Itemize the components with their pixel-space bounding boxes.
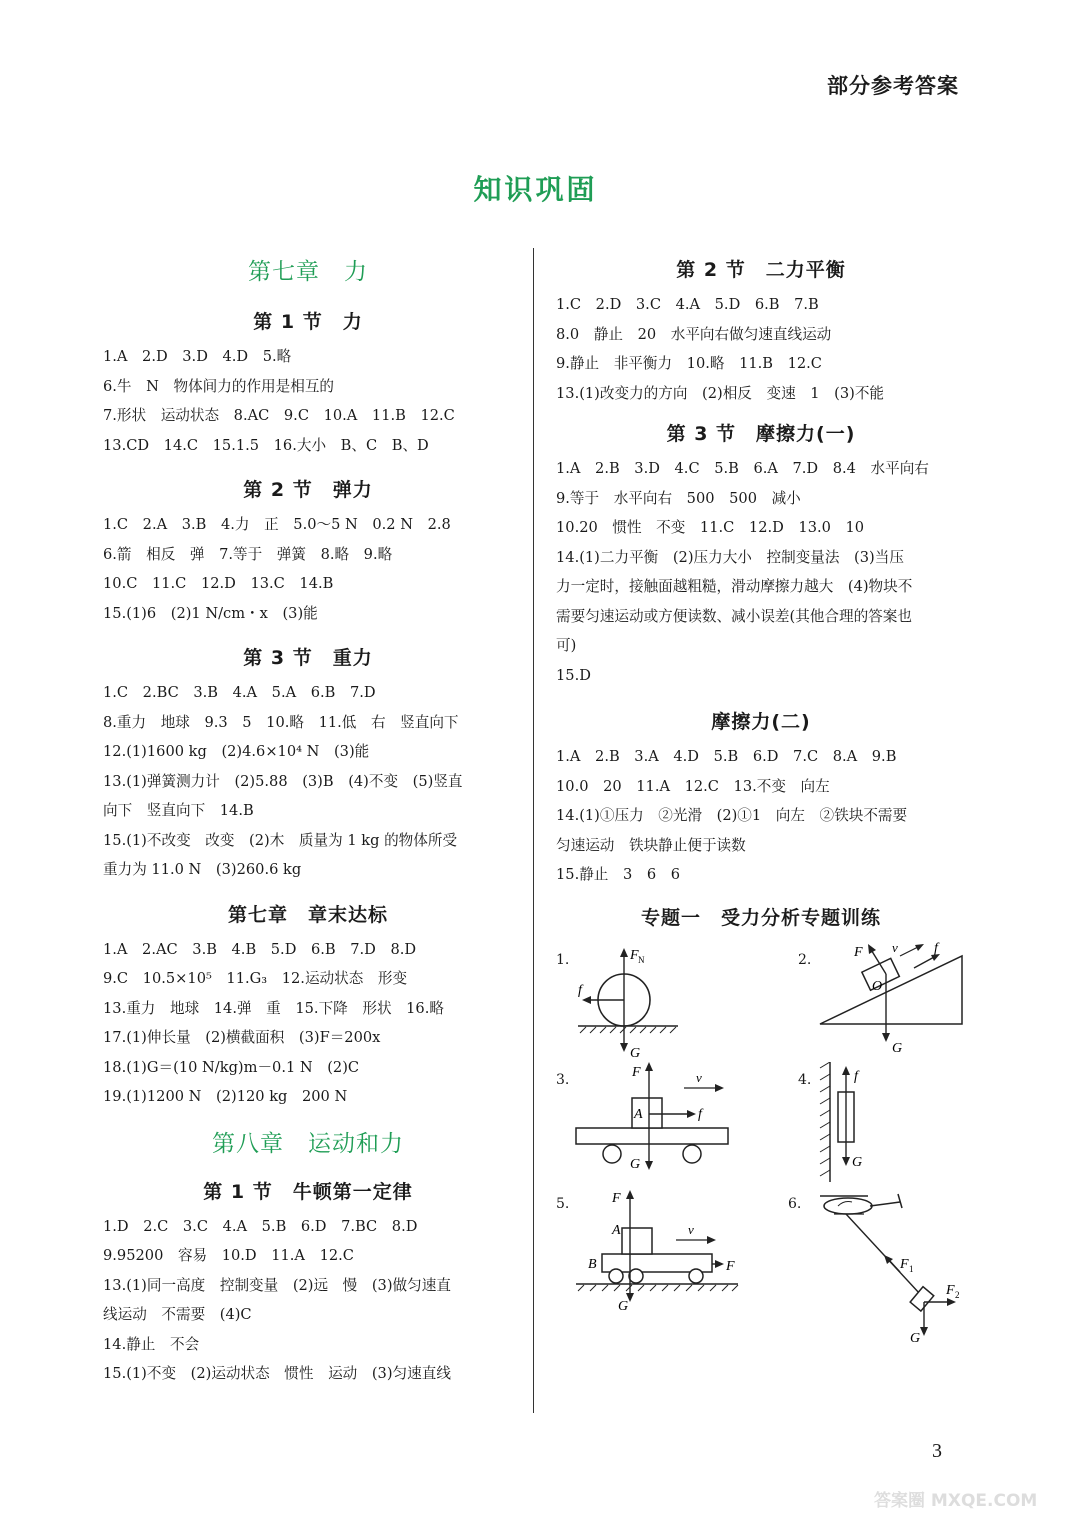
- column-divider: [533, 248, 534, 1413]
- answer-line: 需要匀速运动或方便读数、减小误差(其他合理的答案也: [556, 607, 912, 625]
- answer-line: 15.(1)不变 (2)运动状态 惯性 运动 (3)匀速直线: [103, 1365, 451, 1382]
- svg-text:G: G: [910, 1330, 921, 1346]
- answer-line: 9.静止 非平衡力 10.略 11.B 12.C: [556, 355, 822, 372]
- svg-text:G: G: [892, 1040, 903, 1056]
- answer-line: 匀速运动 铁块静止便于读数: [556, 836, 746, 854]
- answer-line: 19.(1)1200 N (2)120 kg 200 N: [103, 1088, 348, 1105]
- figure-number: 1.: [556, 951, 570, 968]
- answer-line: 14.(1)二力平衡 (2)压力大小 控制变量法 (3)当压: [556, 548, 904, 566]
- answer-line: 14.静止 不会: [103, 1335, 200, 1353]
- main-title: 知识巩固: [473, 173, 598, 206]
- diagram-wheel-on-ground: [572, 944, 712, 1064]
- diagram-helicopter-load: [804, 1186, 966, 1346]
- section-title: 第 3 节 重力: [243, 647, 373, 669]
- answer-line: 9.等于 水平向右 500 500 减小: [556, 489, 801, 507]
- answer-line: 9.C 10.5×10⁵ 11.G₃ 12.运动状态 形变: [103, 970, 408, 987]
- svg-text:v: v: [892, 941, 898, 955]
- answer-line: 8.重力 地球 9.3 5 10.略 11.低 右 竖直向下: [103, 713, 459, 731]
- answer-line: 15.静止 3 6 6: [556, 866, 681, 883]
- svg-text:F: F: [900, 1256, 909, 1272]
- diagram-stacked-blocks-cart: [572, 1186, 752, 1316]
- answer-line: 14.(1)①压力 ②光滑 (2)①1 向左 ②铁块不需要: [556, 807, 908, 824]
- figure-number: 6.: [788, 1195, 802, 1212]
- figure-number: 5.: [556, 1195, 570, 1212]
- answer-line: 力一定时，接触面越粗糙，滑动摩擦力越大 (4)物块不: [556, 578, 913, 595]
- answer-line: 13.CD 14.C 15.1.5 16.大小 B、C B、D: [103, 436, 429, 454]
- answer-line: 15.(1)不改变 改变 (2)木 质量为 1 kg 的物体所受: [103, 831, 458, 849]
- figure-number: 2.: [798, 951, 812, 968]
- answer-line: 1.C 2.A 3.B 4.力 正 5.0～5 N 0.2 N 2.8: [103, 516, 451, 533]
- answer-line: 13.(1)改变力的方向 (2)相反 变速 1 (3)不能: [556, 384, 885, 402]
- svg-text:f: f: [934, 941, 938, 956]
- answer-line: 6.牛 N 物体间力的作用是相互的: [103, 377, 335, 395]
- answer-line: 9.95200 容易 10.D 11.A 12.C: [103, 1247, 354, 1264]
- answer-line: 7.形状 运动状态 8.AC 9.C 10.A 11.B 12.C: [103, 407, 455, 424]
- svg-text:A: A: [634, 1106, 643, 1122]
- answer-line: 6.箭 相反 弹 7.等于 弹簧 8.略 9.略: [103, 545, 393, 563]
- svg-text:O: O: [872, 978, 883, 994]
- answer-line: 17.(1)伸长量 (2)横截面积 (3)F＝200x: [103, 1029, 381, 1046]
- svg-text:G: G: [630, 1045, 641, 1061]
- watermark: [868, 1470, 1058, 1530]
- answer-line: 1.C 2.D 3.C 4.A 5.D 6.B 7.B: [556, 296, 819, 313]
- chapter-8-title: 第八章 运动和力: [212, 1130, 404, 1157]
- svg-text:F: F: [946, 1282, 955, 1298]
- svg-text:F: F: [854, 944, 863, 960]
- svg-text:1: 1: [909, 1263, 914, 1274]
- left-column: [103, 250, 513, 1389]
- section-title: 第 1 节 牛顿第一定律: [203, 1180, 413, 1203]
- chapter-7-title: 第七章 力: [248, 259, 368, 285]
- right-column: [556, 250, 966, 1348]
- svg-text:v: v: [696, 1069, 702, 1085]
- figure-number: 3.: [556, 1071, 570, 1088]
- figure-number: 4.: [798, 1071, 812, 1088]
- watermark-logo: [868, 1470, 1058, 1530]
- svg-text:f: f: [578, 982, 582, 998]
- svg-text:B: B: [588, 1256, 597, 1272]
- answer-line: 10.0 20 11.A 12.C 13.不变 向左: [556, 777, 830, 795]
- answer-line: 12.(1)1600 kg (2)4.6×10⁴ N (3)能: [103, 743, 370, 760]
- answer-line: 8.0 静止 20 水平向右做匀速直线运动: [556, 325, 832, 343]
- answer-line: 重力为 11.0 N (3)260.6 kg: [103, 861, 302, 878]
- svg-text:A: A: [612, 1222, 621, 1238]
- answer-line: 13.重力 地球 14.弹 重 15.下降 形状 16.略: [103, 999, 444, 1017]
- svg-text:答案圈 MXQE.COM: 答案圈 MXQE.COM: [874, 1491, 1038, 1511]
- answer-line: 10.C 11.C 12.D 13.C 14.B: [103, 575, 334, 592]
- svg-text:F: F: [612, 1190, 621, 1206]
- answer-line: 可): [556, 637, 577, 654]
- answer-line: 1.C 2.BC 3.B 4.A 5.A 6.B 7.D: [103, 684, 376, 701]
- answer-line: 1.D 2.C 3.C 4.A 5.B 6.D 7.BC 8.D: [103, 1217, 418, 1235]
- diagram-block-on-cart: [572, 1062, 742, 1182]
- page-number: 3: [932, 1440, 942, 1462]
- svg-text:F: F: [630, 947, 639, 963]
- force-diagrams: [556, 938, 966, 1348]
- svg-text:N: N: [638, 954, 645, 965]
- section-title: 第七章 章末达标: [227, 903, 388, 926]
- answer-line: 13.(1)弹簧测力计 (2)5.88 (3)B (4)不变 (5)竖直: [103, 772, 463, 790]
- svg-text:F: F: [632, 1064, 641, 1080]
- answer-line: 10.20 惯性 不变 11.C 12.D 13.0 10: [556, 519, 865, 536]
- answer-line: 1.A 2.B 3.A 4.D 5.B 6.D 7.C 8.A 9.B: [556, 748, 897, 765]
- page-header: 部分参考答案: [827, 74, 959, 98]
- answer-line: 向下 竖直向下 14.B: [103, 802, 254, 819]
- diagram-block-on-incline: [814, 942, 966, 1066]
- diagram-block-on-wall: [814, 1062, 894, 1186]
- section-title: 第 2 节 弹力: [243, 479, 373, 501]
- section-title: 第 3 节 摩擦力(一): [666, 423, 856, 445]
- answer-line: 1.A 2.B 3.D 4.C 5.B 6.A 7.D 8.4 水平向右: [556, 460, 929, 477]
- answer-line: 15.(1)6 (2)1 N/cm・x (3)能: [103, 604, 318, 622]
- answer-line: 1.A 2.D 3.D 4.D 5.略: [103, 348, 292, 365]
- svg-text:F: F: [726, 1258, 735, 1274]
- answer-line: 13.(1)同一高度 控制变量 (2)远 慢 (3)做匀速直: [103, 1276, 451, 1294]
- section-title: 第 1 节 力: [253, 311, 363, 333]
- section-title: 第 2 节 二力平衡: [676, 259, 846, 281]
- svg-text:G: G: [852, 1154, 863, 1170]
- svg-text:G: G: [618, 1298, 629, 1314]
- svg-text:v: v: [688, 1221, 694, 1237]
- section-title: 专题一 受力分析专题训练: [640, 906, 881, 929]
- answer-line: 18.(1)G＝(10 N/kg)m－0.1 N (2)C: [103, 1058, 360, 1076]
- svg-text:2: 2: [955, 1289, 960, 1300]
- svg-text:f: f: [854, 1068, 858, 1084]
- svg-text:G: G: [630, 1156, 641, 1172]
- answer-line: 15.D: [556, 666, 591, 684]
- svg-text:f: f: [698, 1106, 702, 1122]
- answer-line: 线运动 不需要 (4)C: [103, 1306, 252, 1323]
- answer-line: 1.A 2.AC 3.B 4.B 5.D 6.B 7.D 8.D: [103, 940, 417, 958]
- section-title: 摩擦力(二): [711, 711, 811, 733]
